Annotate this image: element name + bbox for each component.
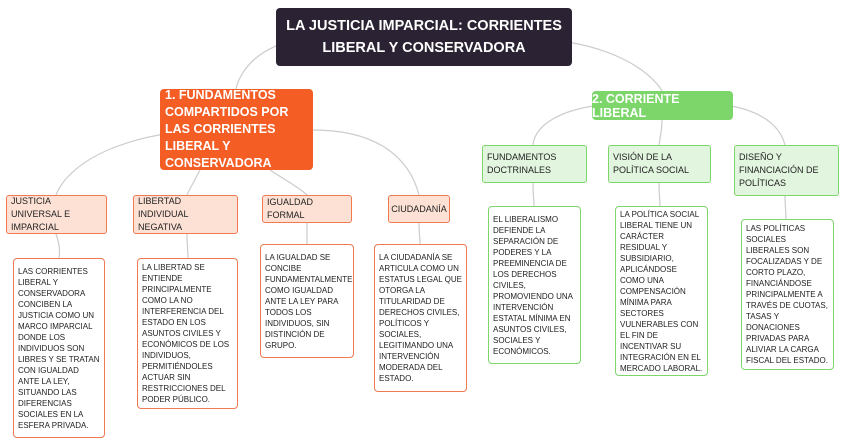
leaf-igualdad-formal[interactable] — [260, 244, 354, 358]
branch2-title: 2. CORRIENTE LIBERAL — [592, 91, 680, 120]
link-b2-sub3 — [725, 105, 785, 145]
link-b1-sub2 — [187, 170, 200, 195]
subtopic-label: IGUALDAD FORMAL — [267, 197, 314, 220]
leaf-vision-politica-social[interactable] — [615, 206, 708, 376]
link-sub7-leaf7 — [785, 196, 786, 219]
branch-corriente-liberal[interactable] — [592, 91, 733, 120]
leaf-text: LAS POLÍTICAS SOCIALES LIBERALES SON FOCALIZADAS Y DE CORTO PLAZO, FINANCIÁNDOSE PRINCIPALMENTE A TRAVÉS DE CUOTAS, TASAS Y DONACIONES PRIVADAS PARA ALIVIAR LA CARGA FISCAL DEL ESTADO. — [746, 224, 828, 365]
leaf-libertad-individual[interactable] — [137, 258, 238, 409]
subtopic-diseno-financiacion[interactable] — [734, 145, 839, 196]
leaf-fundamentos-doctrinales[interactable] — [488, 206, 581, 364]
subtopic-fundamentos-doctrinales[interactable] — [482, 145, 587, 183]
link-sub6-leaf6 — [659, 183, 660, 206]
leaf-text: LAS CORRIENTES LIBERAL Y CONSERVADORA CONCIBEN LA JUSTICIA COMO UN MARCO IMPARCIAL DONDE LOS INDIVIDUOS SON LIBRES Y SE TRATAN CON IGUALDAD ANTE LA LEY, SITUANDO LAS DIFERENCIAS SOCIALES EN LA ESFERA PRIVADA. — [18, 266, 100, 430]
leaf-text: LA IGUALDAD SE CONCIBE FUNDAMENTALMENTE COMO IGUALDAD ANTE LA LEY PARA TODOS LOS INDIVIDUOS, SIN DISTINCIÓN DE GRUPO. — [265, 252, 353, 350]
subtopic-ciudadania[interactable] — [388, 195, 450, 223]
leaf-text: LA POLÍTICA SOCIAL LIBERAL TIENE UN CARÁCTER RESIDUAL Y SUBSIDIARIO, APLICÁNDOSE COMO UNA COMPENSACIÓN MÍNIMA PARA SECTORES VULNERABLES CON EL FIN DE INCENTIVAR SU INTEGRACIÓN EN EL MERCADO LABORAL. — [620, 209, 703, 373]
subtopic-label: CIUDADANÍA — [391, 203, 447, 214]
leaf-text: EL LIBERALISMO DEFIENDE LA SEPARACIÓN DE PODERES Y LA PREEMINENCIA DE LOS DERECHOS CIVILES, PROMOVIENDO UNA INTERVENCIÓN ESTATAL MÍNIMA EN ASUNTOS CIVILES, SOCIALES Y ECONÓMICOS. — [493, 214, 573, 356]
subtopic-label: FUNDAMENTOS DOCTRINALES — [487, 152, 557, 175]
root-title: LA JUSTICIA IMPARCIAL: CORRIENTES LIBERAL Y CONSERVADORA — [286, 18, 562, 56]
subtopic-vision-politica-social[interactable] — [608, 145, 711, 183]
branch-fundamentos-compartidos[interactable] — [160, 89, 313, 170]
link-sub1-leaf1 — [56, 234, 60, 258]
link-b2-sub2 — [659, 120, 662, 145]
subtopic-label: DISEÑO Y FINANCIACIÓN DE POLÍTICAS — [739, 152, 819, 188]
link-b2-sub1 — [533, 105, 600, 145]
link-b1-sub4 — [313, 130, 419, 195]
subtopic-justicia-universal[interactable] — [6, 195, 107, 234]
link-sub4-leaf4 — [419, 223, 420, 244]
leaf-text: LA CIUDADANÍA SE ARTICULA COMO UN ESTATUS LEGAL QUE OTORGA LA TITULARIDAD DE DERECHOS CIVILES, POLÍTICOS Y SOCIALES, LEGITIMANDO UNA INTERVENCIÓN MODERADA DEL ESTADO. — [379, 253, 462, 383]
link-sub5-leaf5 — [533, 183, 534, 206]
link-sub2-leaf2 — [187, 234, 188, 258]
subtopic-libertad-individual[interactable] — [133, 195, 238, 234]
root-topic[interactable] — [276, 8, 572, 66]
subtopic-label: JUSTICIA UNIVERSAL E IMPARCIAL — [11, 196, 71, 232]
link-b1-sub3 — [270, 170, 307, 195]
leaf-ciudadania[interactable] — [374, 244, 467, 392]
leaf-justicia-universal[interactable] — [13, 258, 105, 438]
leaf-text: LA LIBERTAD SE ENTIENDE PRINCIPALMENTE COMO LA NO INTERFERENCIA DEL ESTADO EN LOS ASUNTOS CIVILES Y ECONÓMICOS DE LOS INDIVIDUOS, PERMITIÉNDOLES ACTUAR SIN RESTRICCIONES DEL PODER PÚBLICO. — [142, 263, 230, 404]
subtopic-label: VISIÓN DE LA POLÍTICA SOCIAL — [613, 152, 690, 175]
leaf-diseno-financiacion[interactable] — [741, 219, 834, 370]
branch1-title: 1. FUNDAMENTOS COMPARTIDOS POR LAS CORRIENTES LIBERAL Y CONSERVADORA — [165, 88, 289, 170]
subtopic-label: LIBERTAD INDIVIDUAL NEGATIVA — [138, 196, 189, 232]
subtopic-igualdad-formal[interactable] — [262, 195, 352, 223]
